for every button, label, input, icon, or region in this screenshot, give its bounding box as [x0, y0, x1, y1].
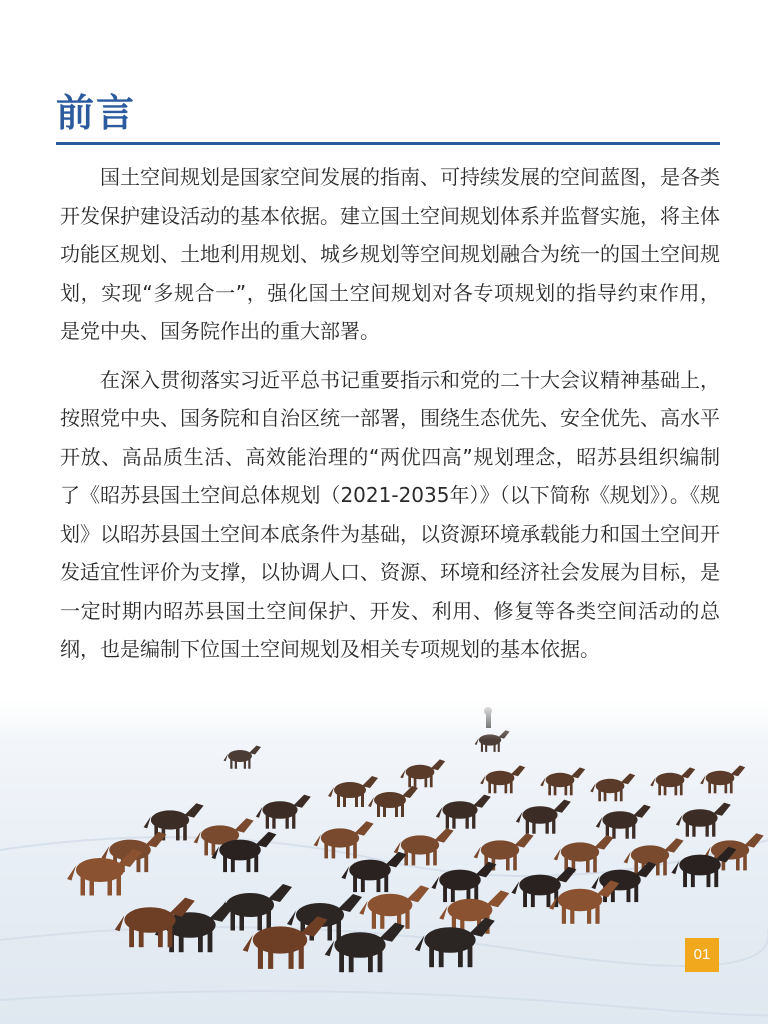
horses-on-snow-photo: [0, 700, 768, 1024]
page-title: 前言: [56, 91, 137, 135]
page-number-badge: 01: [685, 938, 719, 972]
preface-body: [60, 158, 720, 669]
paragraph-2: 在深入贯彻落实习近平总书记重要指示和党的二十大会议精神基础上，按照党中央、国务院和自治区统一部署，围绕生态优先、安全优先、高水平开放、高品质生活、高效能治理的“两优四高”规划理念，昭苏县组织编制了《昭苏县国土空间总体规划（2021-2035年）》（以下简称《规划》）。《规划》以昭苏县国土空间本底条件为基础，以资源环境承载能力和国土空间开发适宜性评价为支撑，以协调人口、资源、环境和经济社会发展为目标，是一定时期内昭苏县国土空间保护、开发、利用、修复等各类空间活动的总纲，也是编制下位国土空间规划及相关专项规划的基本依据。: [60, 367, 720, 661]
paragraph-1: 国土空间规划是国家空间发展的指南、可持续发展的空间蓝图，是各类开发保护建设活动的基本依据。建立国土空间规划体系并监督实施，将主体功能区规划、土地利用规划、城乡规划等空间规划融合为统一的国土空间规划，实现“多规合一”，强化国土空间规划对各专项规划的指导约束作用，是党中央、国务院作出的重大部署。: [60, 165, 720, 343]
title-underline: [56, 142, 720, 145]
